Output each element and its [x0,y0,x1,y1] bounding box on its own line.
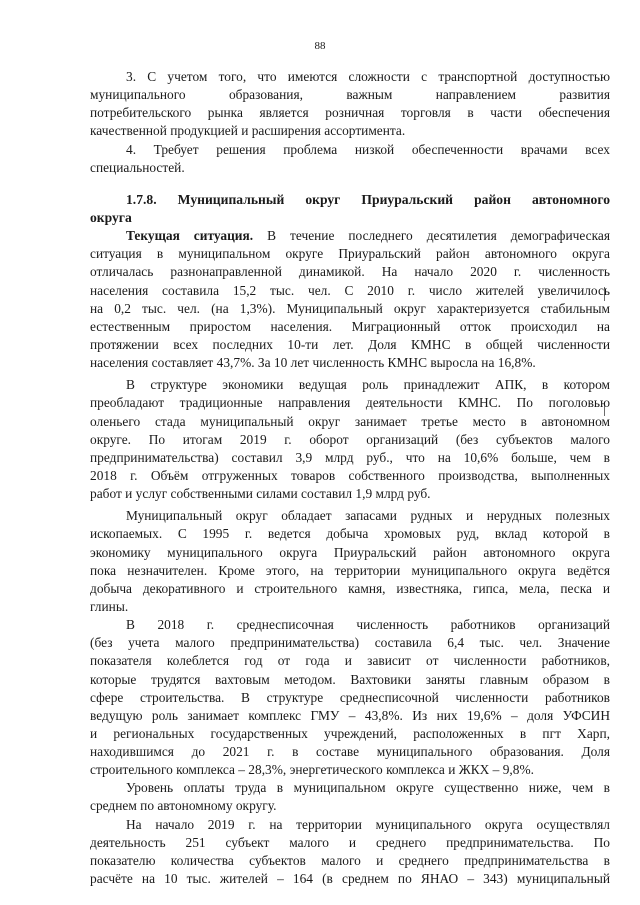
paragraph-minerals [90,507,610,616]
text-line: В 2018 г. среднесписочная численность работников организаций [126,617,610,633]
paragraph-doctors [90,141,610,177]
section-heading [90,191,610,227]
text-line: показателя колеблется год от года и зависит от численности работников, [90,653,610,669]
text-line: населения составляет 43,7%. За 10 лет численность КМНС выросла на 16,8%. [90,355,536,371]
heading-line: округа [90,209,132,225]
text-line: показателю количества субъектов малого и среднего предпринимательства в [90,852,610,868]
text-line: округе. По итогам 2019 г. оборот организаций (без субъектов малого [90,431,610,447]
text-line: ископаемых. С 1995 г. ведется добыча хромовых руд, вклад которой в [90,526,610,542]
text-line: добыча декоративного и строительного камня, известняка, гипса, мела, песка и [90,580,610,596]
text-line: ситуация в муниципальном округе Приуральский район автономного округа [90,246,610,262]
heading-line: 1.7.8. Муниципальный округ Приуральский район автономного [126,191,610,207]
text-line: работ и услуг собственными силами составил 1,9 млрд руб. [90,486,431,502]
text-line: протяжении всех последних 10-ти лет. Доля КМНС в общей численности [90,336,610,352]
text-line: сфере строительства. В структуре среднесписочной численности работников [90,689,610,705]
text-line: и региональных государственных учреждений, расположенных в пгт Харп, [90,725,610,741]
text-line: отличалась разнонаправленной динамикой. На начало 2020 г. численность [90,264,610,280]
text-line: ведущую роль занимает комплекс ГМУ – 43,8%. Из них 19,6% – доля УФСИН [90,707,610,723]
text-line: Муниципальный округ обладает запасами рудных и нерудных полезных [126,508,610,524]
text-line: пока незначителен. Кроме этого, на территории муниципального округа ведётся [90,562,610,578]
page-number: 88 [314,40,326,52]
text-line: оленьего стада муниципальный округ занимает третье место в автономном [90,413,610,429]
text-line: предпринимательства) составил 3,9 млрд руб., что на 10,6% больше, чем в [90,449,610,465]
paragraph-small-business [90,816,610,889]
text-line: В структуре экономики ведущая роль принадлежит АПК, в котором [126,377,610,393]
text-line: которые трудятся вахтовым методом. Вахтовики заняты главным образом в [90,671,610,687]
text-line: среднем по автономному округу. [90,798,277,814]
text-line: потребительского рынка является розничная торговля в части обеспечения [90,105,610,121]
text-line: муниципального образования, важным направлением развития [90,87,610,103]
text-line: строительного комплекса – 28,3%, энергетического комплекса и ЖКХ – 9,8%. [90,762,534,778]
text-line [90,227,610,245]
text-line: находившимся до 2021 г. в составе муниципального образования. Доля [90,744,610,760]
text-line: экономику муниципального округа Приуральский район автономного округа [90,544,610,560]
document-body [90,68,610,888]
text-line: Уровень оплаты труда в муниципальном округе существенно ниже, чем в [126,780,610,796]
paragraph-wages [90,779,610,815]
text-line: преобладают традиционные направления деятельности КМНС. По поголовью [90,395,610,411]
text-line: населения составила 15,2 тыс. чел. С 2010 г. число жителей увеличилось [90,282,610,298]
text-line: расчёте на 10 тыс. жителей – 164 (в среднем по ЯНАО – 343) муниципальный [90,871,610,887]
text-line: качественной продукцией и расширения ассортимента. [90,123,406,139]
text-line: На начало 2019 г. на территории муниципального округа осуществлял [126,816,610,832]
text-line: специальностей. [90,159,185,175]
paragraph-current-situation [90,227,610,372]
text-line: естественным приростом населения. Миграционный отток происходил на [90,318,610,334]
text-line: 2018 г. Объём отгруженных товаров собственного производства, выполненных [90,467,610,483]
text-fragment: В течение последнего десятилетия демографическая [253,228,610,244]
paragraph-employment [90,616,610,779]
paragraph-economy [90,376,610,503]
text-line: (без учета малого предпринимательства) составила 6,4 тыс. чел. Значение [90,635,610,651]
text-line: глины. [90,598,129,614]
paragraph-transport [90,68,610,141]
text-line: на 0,2 тыс. чел. (на 1,3%). Муниципальный округ характеризуется стабильным [90,300,610,316]
text-line: 3. С учетом того, что имеются сложности с транспортной доступностью [126,69,610,84]
current-situation-label: Текущая ситуация. [126,228,254,244]
text-line: 4. Требует решения проблема низкой обеспеченности врачами всех [126,141,610,157]
text-line: деятельность 251 субъект малого и среднего предпринимательства. По [90,834,610,850]
